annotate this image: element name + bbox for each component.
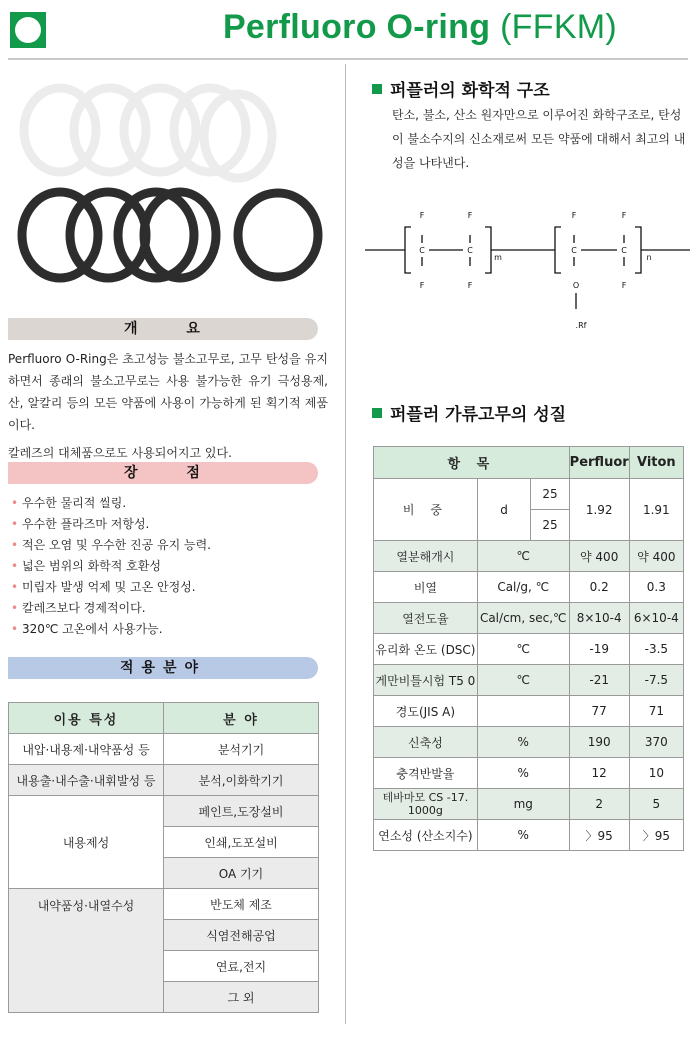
table-cell: Cal/cm, sec,℃ xyxy=(477,603,569,634)
subscript-n: n xyxy=(646,253,652,262)
table-header-row xyxy=(9,703,319,734)
table-cell: 유리화 온도 (DSC) xyxy=(374,634,478,665)
table-cell: 내약품성·내열수성 xyxy=(9,889,164,1013)
atom-label: F xyxy=(621,211,627,220)
table-row xyxy=(374,696,684,727)
table-cell: 페인트,도장설비 xyxy=(164,796,319,827)
table-cell: -3.5 xyxy=(629,634,683,665)
atom-label: C xyxy=(467,246,473,255)
table-cell: 내용출·내수출·내휘발성 등 xyxy=(9,765,164,796)
atom-label: C xyxy=(571,246,577,255)
table-cell: -21 xyxy=(569,665,629,696)
table-cell: 인쇄,도포설비 xyxy=(164,827,319,858)
atom-label: C xyxy=(419,246,425,255)
table-cell: 내용제성 xyxy=(9,796,164,889)
atom-label: F xyxy=(419,281,425,290)
atom-label: F xyxy=(419,211,425,220)
table-cell: 분석기기 xyxy=(164,734,319,765)
table-cell: 〉95 xyxy=(629,820,683,851)
table-cell: 테바마모 CS -17. 1000g xyxy=(374,789,478,820)
o-ring-product-image xyxy=(8,80,330,308)
table-cell: 190 xyxy=(569,727,629,758)
atom-label: F xyxy=(467,211,473,220)
list-item: • 320℃ 고온에서 사용가능. xyxy=(11,622,163,636)
table-cell: 열분해개시 xyxy=(374,541,478,572)
table-cell: 〉95 xyxy=(569,820,629,851)
table-cell: 71 xyxy=(629,696,683,727)
table-cell: % xyxy=(477,758,569,789)
table-cell: 10 xyxy=(629,758,683,789)
overview-text xyxy=(8,348,328,464)
table-cell: 게만비틀시험 T5 0 xyxy=(374,665,478,696)
table-cell: ℃ xyxy=(477,665,569,696)
chem-structure-heading: 퍼플러의 화학적 구조 xyxy=(372,76,550,101)
table-cell: 5 xyxy=(629,789,683,820)
subscript-m: m xyxy=(494,253,502,262)
table-row xyxy=(374,572,684,603)
applications-heading: 적용분야 xyxy=(8,657,318,679)
list-item: • 우수한 플라즈마 저항성. xyxy=(11,517,150,531)
table-cell: OA 기기 xyxy=(164,858,319,889)
chemical-structure-diagram xyxy=(365,205,690,340)
atom-label: C xyxy=(621,246,627,255)
merits-list xyxy=(8,493,328,640)
table-row xyxy=(374,789,684,820)
atom-label: F xyxy=(621,281,627,290)
table-cell: 식염전해공업 xyxy=(164,920,319,951)
table-row xyxy=(9,765,319,796)
list-item: • 적은 오염 및 우수한 진공 유지 능력. xyxy=(11,538,211,552)
table-cell: 1.92 xyxy=(569,479,629,541)
table-row xyxy=(374,820,684,851)
table-cell: 반도체 제조 xyxy=(164,889,319,920)
table-cell: 연료,전지 xyxy=(164,951,319,982)
applications-table xyxy=(8,702,319,1013)
table-cell: 1.91 xyxy=(629,479,683,541)
table-row xyxy=(374,665,684,696)
atom-label: O xyxy=(572,281,580,290)
table-row xyxy=(374,603,684,634)
table-cell: % xyxy=(477,820,569,851)
list-item: • 미립자 발생 억제 및 고온 안정성. xyxy=(11,580,196,594)
properties-heading: 퍼플러 가류고무의 성질 xyxy=(372,400,566,425)
table-row xyxy=(374,634,684,665)
properties-table xyxy=(373,446,684,851)
list-item: • 넓은 범위의 화학적 호환성 xyxy=(11,559,161,573)
table-row xyxy=(374,479,684,510)
table-cell: 약 400 xyxy=(629,541,683,572)
table-cell: 77 xyxy=(569,696,629,727)
table-row xyxy=(374,758,684,789)
column-header: 항 목 xyxy=(374,447,570,479)
table-row xyxy=(374,541,684,572)
table-cell: 0.3 xyxy=(629,572,683,603)
column-header: 이용 특성 xyxy=(9,703,164,734)
column-header: Viton xyxy=(629,447,683,479)
table-cell: -7.5 xyxy=(629,665,683,696)
brand-logo xyxy=(10,12,46,48)
table-cell: 2 xyxy=(569,789,629,820)
table-cell: d xyxy=(477,479,531,541)
table-cell: 경도(JIS A) xyxy=(374,696,478,727)
table-cell: 연소성 (산소지수) xyxy=(374,820,478,851)
overview-paragraph-2: 칼레즈의 대체품으로도 사용되어지고 있다. xyxy=(8,446,232,460)
table-cell: 12 xyxy=(569,758,629,789)
table-cell: 8×10-4 xyxy=(569,603,629,634)
merits-heading: 장 점 xyxy=(8,462,318,484)
table-cell: ℃ xyxy=(477,541,569,572)
atom-label: F xyxy=(571,211,577,220)
table-header-row xyxy=(374,447,684,479)
page-title: Perfluoro O-ring (FFKM) xyxy=(222,8,618,46)
table-cell: -19 xyxy=(569,634,629,665)
chem-structure-text: 탄소, 불소, 산소 원자만으로 이루어진 화학구조로, 탄성이 불소수지의 신소재로써 모든 약품에 대해서 최고의 내성을 나타낸다. xyxy=(392,108,686,170)
column-header: Perfluor xyxy=(569,447,629,479)
column-divider xyxy=(345,64,346,1024)
table-cell: % xyxy=(477,727,569,758)
overview-heading: 개 요 xyxy=(8,318,318,340)
table-cell: 충격반발율 xyxy=(374,758,478,789)
table-cell: 분석,이화학기기 xyxy=(164,765,319,796)
rf-label: .Rf xyxy=(575,321,587,330)
table-cell: 비 중 xyxy=(374,479,478,541)
overview-paragraph: Perfluoro O-Ring은 초고성능 불소고무로, 고무 탄성을 유지하면서 종래의 불소고무로는 사용 불가능한 유기 극성용제, 산, 알칼리 등의 모든 약품에 사용이 가능하게 된 획기적 제품이다. xyxy=(8,352,328,432)
table-cell: 25 xyxy=(531,479,569,510)
table-cell: mg xyxy=(477,789,569,820)
table-cell: ℃ xyxy=(477,634,569,665)
table-cell xyxy=(477,696,569,727)
table-row xyxy=(374,727,684,758)
table-cell: 비열 xyxy=(374,572,478,603)
table-cell: 0.2 xyxy=(569,572,629,603)
table-cell: 내압·내용제·내약품성 등 xyxy=(9,734,164,765)
column-header: 분 야 xyxy=(164,703,319,734)
table-cell: 열전도율 xyxy=(374,603,478,634)
table-cell: Cal/g, ℃ xyxy=(477,572,569,603)
table-cell: 6×10-4 xyxy=(629,603,683,634)
table-cell: 25 xyxy=(531,510,569,541)
atom-label: F xyxy=(467,281,473,290)
list-item: • 칼레즈보다 경제적이다. xyxy=(11,601,146,615)
table-cell: 370 xyxy=(629,727,683,758)
table-cell: 약 400 xyxy=(569,541,629,572)
table-cell: 신축성 xyxy=(374,727,478,758)
table-row xyxy=(9,734,319,765)
table-cell: 그 외 xyxy=(164,982,319,1013)
table-row xyxy=(9,889,319,920)
header-divider xyxy=(8,58,688,60)
table-row xyxy=(9,796,319,827)
list-item: • 우수한 물리적 씰링. xyxy=(11,496,127,510)
